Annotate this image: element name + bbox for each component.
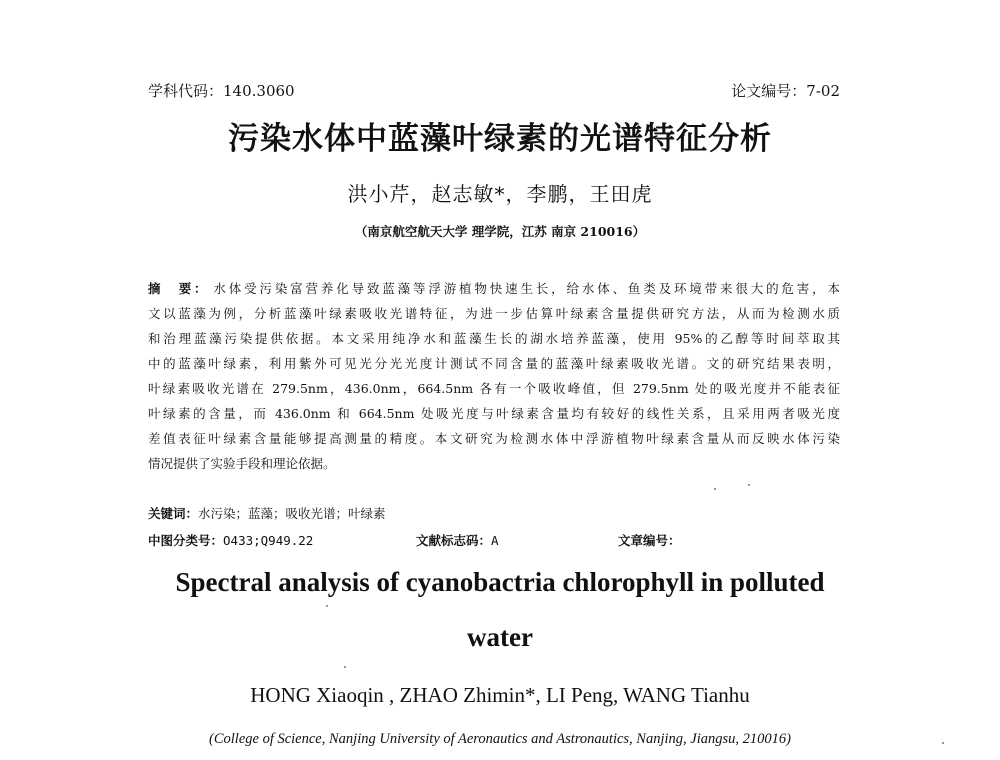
abstract-line: 文以蓝藻为例，分析蓝藻叶绿素吸收光谱特征，为进一步估算叶绿素含量提供研究方法，从而为检测水质: [148, 306, 840, 321]
scan-speck: [344, 666, 346, 668]
chinese-affiliation: （南京航空航天大学 理学院，江苏 南京 210016）: [354, 224, 646, 239]
abstract-line: 和治理蓝藻污染提供依据。本文采用纯净水和蓝藻生长的湖水培养蓝藻，使用 95%的乙醇等时间萃取其: [148, 331, 840, 346]
scan-speck: [942, 742, 944, 744]
keywords-label: 关键词：: [148, 506, 199, 521]
abstract-line: 摘 要： 水体受污染富营养化导致蓝藻等浮游植物快速生长，给水体、鱼类及环境带来很大的危害，本: [148, 281, 840, 296]
abstract-line: 叶绿素吸收光谱在 279.5nm，436.0nm，664.5nm 各有一个吸收峰值，但 279.5nm 处的吸光度并不能表征: [148, 381, 840, 396]
chinese-title: 污染水体中蓝藻叶绿素的光谱特征分析: [228, 121, 772, 157]
english-title-line2: water: [467, 622, 533, 652]
english-affiliation: (College of Science, Nanjing University of Aeronautics and Astronautics, Nanjing, Jiangsu, 210016): [209, 731, 791, 747]
english-title-line1: Spectral analysis of cyanobactria chlorophyll in polluted: [175, 567, 825, 597]
abstract-line: 中的蓝藻叶绿素，利用紫外可见光分光光度计测试不同含量的蓝藻叶绿素吸收光谱。文的研究结果表明，: [148, 356, 840, 371]
scan-speck: [748, 484, 750, 486]
paper-number: 论文编号：7-02: [731, 82, 840, 100]
keywords-value: 水污染；蓝藻；吸收光谱；叶绿素: [198, 506, 386, 521]
clc-number: 中图分类号：O433;Q949.22: [148, 533, 314, 548]
article-number-label: 文章编号：: [618, 533, 681, 548]
scan-speck: [714, 488, 716, 490]
abstract: [148, 276, 840, 476]
subject-code: 学科代码：140.3060: [148, 82, 295, 100]
scan-speck: [326, 605, 328, 607]
keywords: [148, 504, 386, 522]
abstract-line: 差值表征叶绿素含量能够提高测量的精度。本文研究为检测水体中浮游植物叶绿素含量从而反映水体污染: [148, 431, 840, 446]
abstract-label: 摘 要：: [148, 281, 210, 296]
chinese-authors: 洪小芹，赵志敏*，李鹏，王田虎: [347, 182, 653, 206]
classification-row: [148, 531, 840, 553]
english-authors: HONG Xiaoqin , ZHAO Zhimin*, LI Peng, WANG Tianhu: [250, 683, 750, 707]
document-code: 文献标志码：A: [416, 533, 499, 548]
header-row: [148, 80, 840, 104]
abstract-line: 情况提供了实验手段和理论依据。: [148, 456, 336, 471]
abstract-line: 叶绿素的含量，而 436.0nm 和 664.5nm 处吸光度与叶绿素含量均有较好的线性关系，且采用两者吸光度: [148, 406, 840, 421]
